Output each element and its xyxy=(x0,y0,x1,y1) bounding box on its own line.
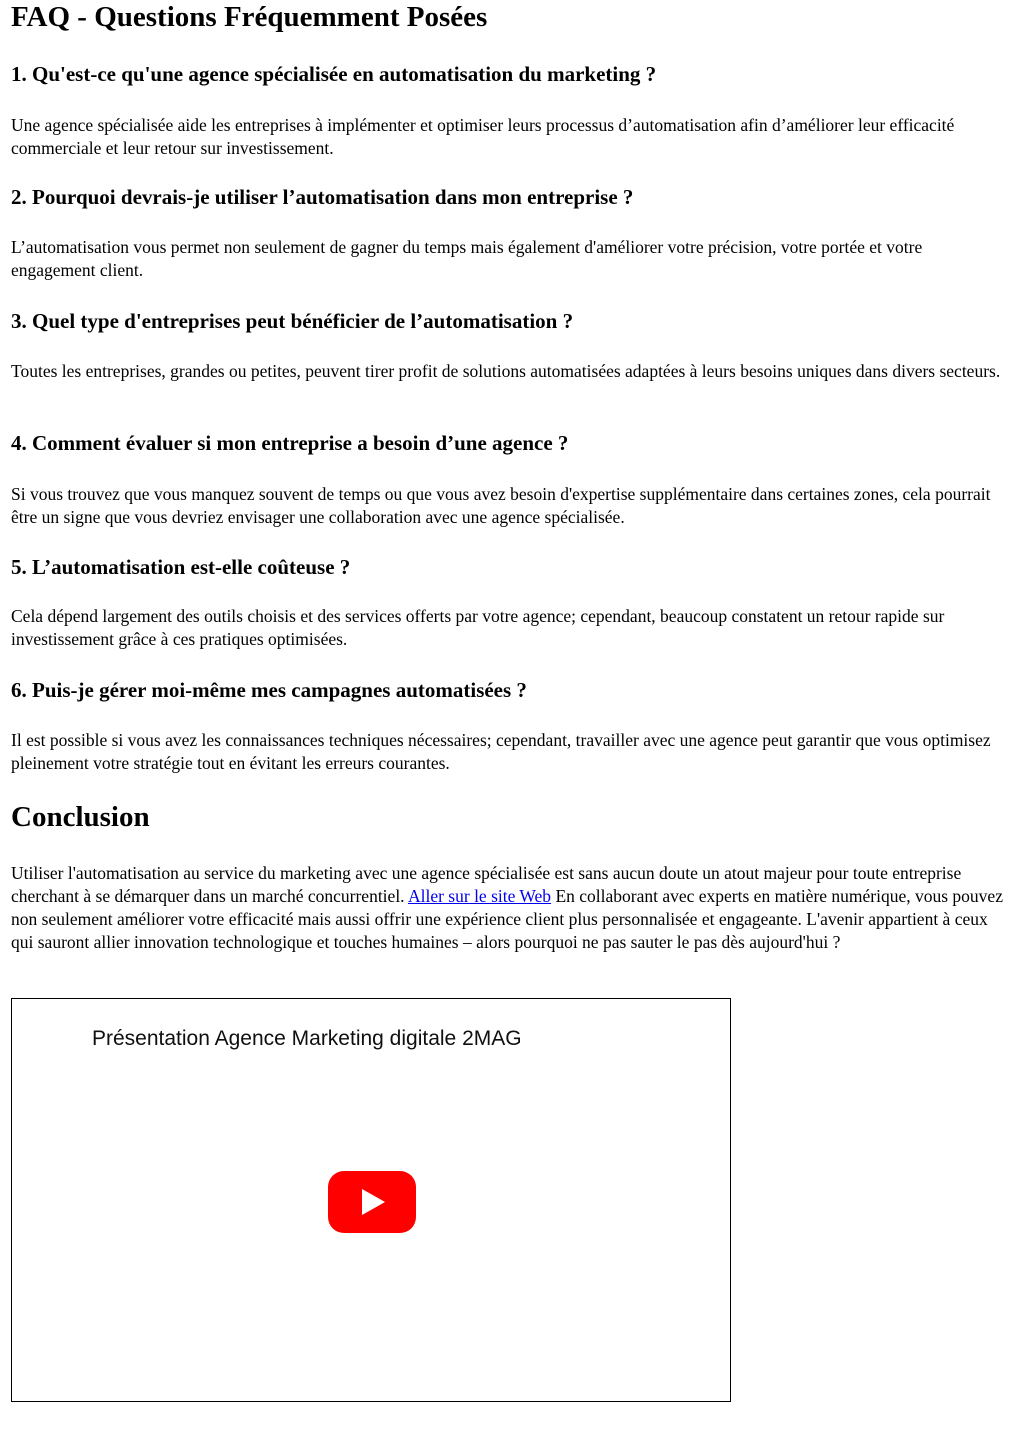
video-title[interactable]: Présentation Agence Marketing digitale 2MAG xyxy=(92,1027,522,1050)
faq-question-4: 4. Comment évaluer si mon entreprise a besoin d’une agence ? xyxy=(11,431,569,455)
conclusion-title: Conclusion xyxy=(11,801,150,833)
faq-answer-4: Si vous trouvez que vous manquez souvent de temps ou que vous avez besoin d'expertise supplémentaire dans certaines zones, cela pourrait être un signe que vous devriez envisager une collaboration avec une agence spécialisée. xyxy=(11,484,991,527)
faq-answer-2: L’automatisation vous permet non seulement de gagner du temps mais également d'améliorer votre précision, votre portée et votre engagement client. xyxy=(11,237,923,280)
faq-answer-6: Il est possible si vous avez les connaissances techniques nécessaires; cependant, travailler avec une agence peut garantir que vous optimisez pleinement votre stratégie tout en évitant les erreurs courantes. xyxy=(11,730,991,773)
faq-question-5: 5. L’automatisation est-elle coûteuse ? xyxy=(11,555,351,579)
youtube-play-icon[interactable] xyxy=(328,1171,416,1233)
faq-question-3: 3. Quel type d'entreprises peut bénéficier de l’automatisation ? xyxy=(11,309,574,333)
conclusion-text-part-1: Utiliser l'automatisation au service du marketing avec une agence spécialisée est sans aucun doute un atout majeur pour toute entreprise cherchant à se démarquer dans un marché concurrentiel. xyxy=(11,863,962,906)
faq-answer-3: Toutes les entreprises, grandes ou petites, peuvent tirer profit de solutions automatisées adaptées à leurs besoins uniques dans divers secteurs. xyxy=(11,361,1001,381)
faq-question-6: 6. Puis-je gérer moi-même mes campagnes automatisées ? xyxy=(11,678,527,702)
website-link[interactable]: Aller sur le site Web xyxy=(407,886,552,906)
video-embed[interactable] xyxy=(11,998,731,1402)
faq-question-1: 1. Qu'est-ce qu'une agence spécialisée en automatisation du marketing ? xyxy=(11,62,657,86)
faq-question-2: 2. Pourquoi devrais-je utiliser l’automatisation dans mon entreprise ? xyxy=(11,185,634,209)
faq-answer-1: Une agence spécialisée aide les entreprises à implémenter et optimiser leurs processus d’automatisation afin d’améliorer leur efficacité commerciale et leur retour sur investissement. xyxy=(11,115,955,158)
conclusion-text xyxy=(11,862,1011,954)
faq-title: FAQ - Questions Fréquemment Posées xyxy=(11,1,488,33)
faq-answer-5: Cela dépend largement des outils choisis et des services offerts par votre agence; cependant, beaucoup constatent un retour rapide sur investissement grâce à ces pratiques optimisées. xyxy=(11,606,945,649)
conclusion-text-part-2: En collaborant avec experts en matière numérique, vous pouvez non seulement améliorer votre efficacité mais aussi offrir une expérience client plus personnalisée et engageante. L'avenir appartient à ceux qui sauront allier innovation technologique et touches humaines – alors pourquoi ne pas sauter le pas dès aujourd'hui ? xyxy=(11,886,1003,952)
